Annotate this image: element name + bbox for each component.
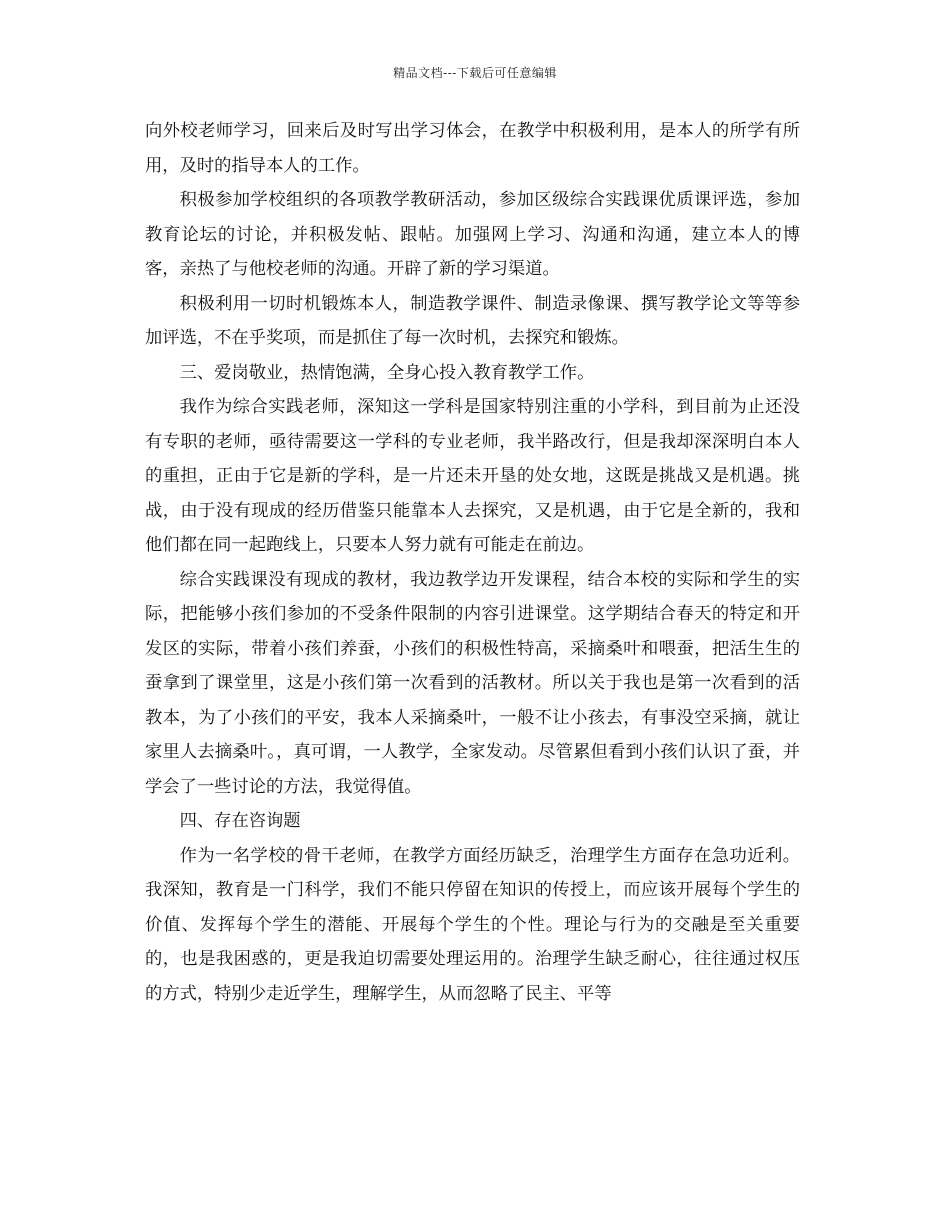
paragraph-2: 积极参加学校组织的各项教学教研活动，参加区级综合实践课优质课评选，参加教育论坛的讨论，并积极发帖、跟帖。加强网上学习、沟通和沟通，建立本人的博客，亲热了与他校老师的沟通。开辟了新的学习渠道。 (145, 190, 800, 279)
paragraph-3: 积极利用一切时机锻炼本人，制造教学课件、制造录像课、撰写教学论文等等参加评选，不在乎奖项，而是抓住了每一次时机，去探究和锻炼。 (145, 293, 800, 348)
section-heading-4: 四、存在咨询题 (179, 811, 301, 831)
paragraph-5: 我作为综合实践老师，深知这一学科是国家特别注重的小学科，到目前为止还没有专职的老师，亟待需要这一学科的专业老师，我半路改行，但是我却深深明白本人的重担，正由于它是新的学科，是一片还未开垦的处女地，这既是挑战又是机遇。挑战，由于没有现成的经历借鉴只能靠本人去探究，又是机遇，由于它是全新的，我和他们都在同一起跑线上，只要本人努力就有可能走在前边。 (145, 397, 800, 555)
paragraph-1: 向外校老师学习，回来后及时写出学习体会，在教学中积极利用，是本人的所学有所用，及时的指导本人的工作。 (145, 121, 800, 176)
paragraph-6: 综合实践课没有现成的教材，我边教学边开发课程，结合本校的实际和学生的实际，把能够小孩们参加的不受条件限制的内容引进课堂。这学期结合春天的特定和开发区的实际，带着小孩们养蚕，小孩们的积极性特高，采摘桑叶和喂蚕，把活生生的蚕拿到了课堂里，这是小孩们第一次看到的活教材。所以关于我也是第一次看到的活教本，为了小孩们的平安，我本人采摘桑叶，一般不让小孩去，有事没空采摘，就让家里人去摘桑叶。，真可谓，一人教学，全家发动。尽管累但看到小孩们认识了蚕，并学会了一些讨论的方法，我觉得值。 (145, 569, 800, 797)
section-heading-3: 三、爱岗敬业，热情饱满，全身心投入教育教学工作。 (179, 362, 595, 383)
document-body (145, 114, 800, 1011)
paragraph-8: 作为一名学校的骨干老师，在教学方面经历缺乏，治理学生方面存在急功近利。我深知，教育是一门科学，我们不能只停留在知识的传授上，而应该开展每个学生的价值、发挥每个学生的潜能、开展每个学生的个性。理论与行为的交融是至关重要的，也是我困惑的，更是我迫切需要处理运用的。治理学生缺乏耐心，往往通过权压的方式，特别少走近学生，理解学生，从而忽略了民主、平等 (145, 845, 800, 1004)
page-header: 精品文档---下载后可任意编辑 (393, 66, 557, 80)
